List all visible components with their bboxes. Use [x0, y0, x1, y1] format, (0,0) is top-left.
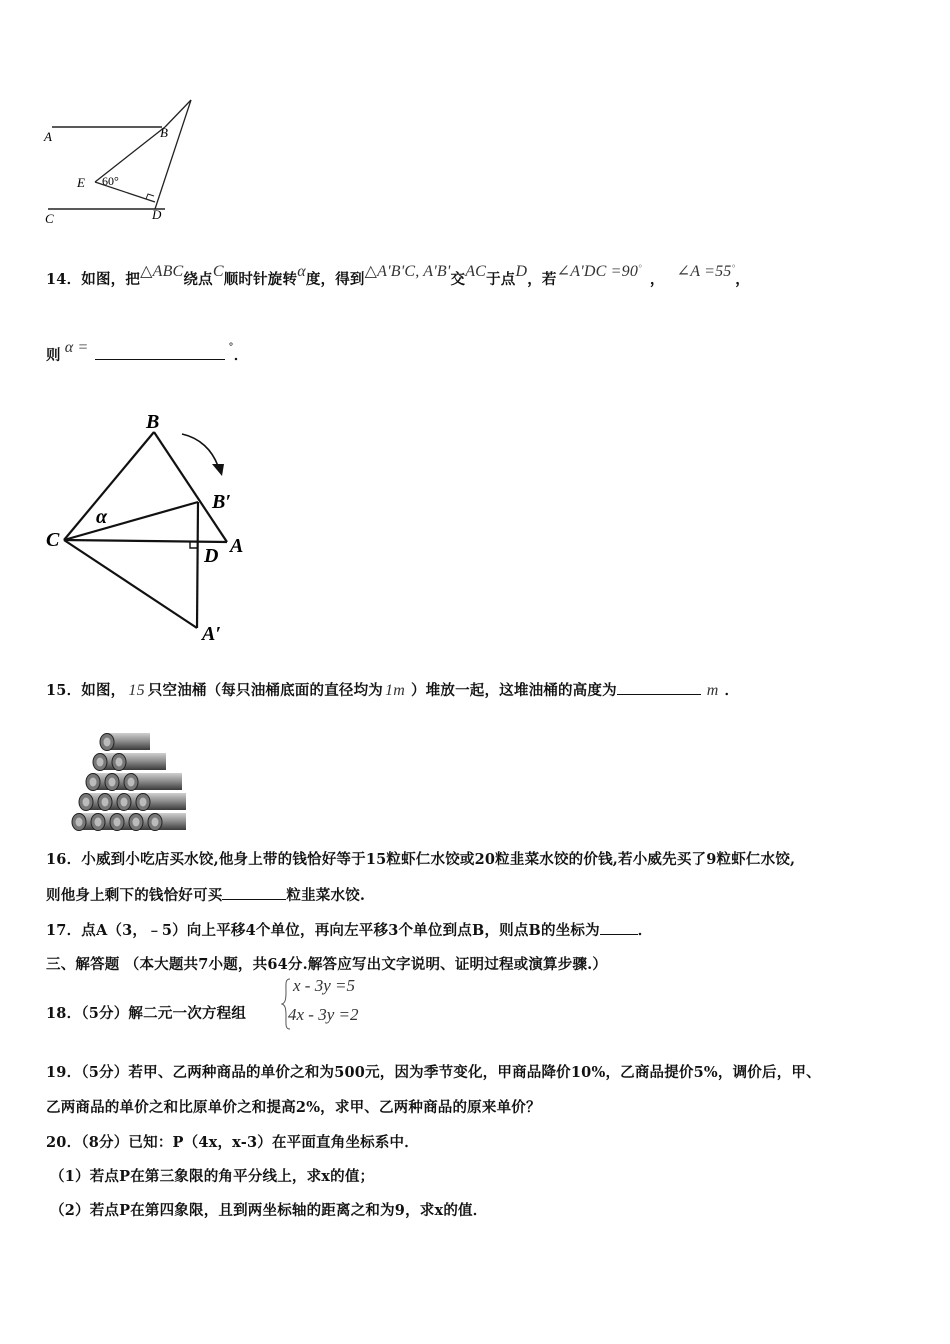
label-c: C [46, 529, 60, 551]
q15-line [46, 679, 739, 700]
q14-math-alpha: α [297, 263, 306, 280]
q14-end: ． [233, 347, 249, 364]
q18-line: 18．（5分）解二元一次方程组 [46, 1005, 247, 1022]
oil-drum-rim [128, 778, 135, 787]
q20-part2: （2）若点P在第四象限，且到两坐标轴的距离之和为9，求x的值． [50, 1202, 488, 1219]
label-angle: 60° [102, 174, 119, 188]
q18-equation-2: 4x - 3y =2 [288, 1005, 359, 1024]
q19-line1: 19．（5分）若甲、乙两种商品的单价之和为500元，因为季节变化，甲商品降价10%，乙商品提价5%，调价后，甲、 [46, 1064, 821, 1081]
oil-drum-rim [140, 798, 147, 807]
q14-number: 14． [46, 271, 82, 288]
oil-drum-rim [83, 798, 90, 807]
label-c: C [45, 211, 54, 226]
q14-text-7: ，若 [527, 271, 557, 288]
q14-math-image: △A'B'C, A'B' [364, 263, 451, 280]
seg-c-b [64, 432, 154, 540]
q20-head: 20．（8分）已知：P（4x，x-3）在平面直角坐标系中． [46, 1134, 419, 1151]
q15-math-15: 15 [128, 682, 145, 699]
q14-math-c: C [212, 263, 224, 280]
seg-b-a [154, 432, 227, 542]
label-a: A [230, 535, 244, 557]
q18-equation-1: x - 3y =5 [293, 976, 355, 995]
q14-text-2: 绕点 [183, 271, 213, 288]
label-alpha: α [96, 506, 108, 528]
q20-part1: （1）若点P在第三象限的角平分线上，求x的值； [50, 1168, 375, 1185]
figure-parallel-lines [40, 90, 210, 230]
q16-prefix: 则他身上剩下的钱恰好可买 [46, 887, 223, 904]
label-b: B [146, 411, 160, 433]
q14-math-alpha-eq: α = [64, 339, 89, 356]
q14-text-8: ， [649, 271, 665, 288]
q16-answer-blank[interactable] [222, 899, 286, 900]
q15-text-1: 15．如图， [46, 682, 126, 699]
q14-text-3: 顺时针旋转 [223, 271, 298, 288]
label-a-prime: A′ [202, 623, 221, 645]
q17-end: ． [637, 922, 653, 939]
oil-drum-rim [116, 758, 123, 767]
section-3-heading: 三、解答题 （本大题共7小题，共64分.解答应写出文字说明、证明过程或演算步骤.） [46, 956, 608, 973]
q14-line1 [46, 263, 750, 289]
seg-bp-ap [197, 502, 198, 628]
oil-drum-rim [133, 818, 140, 827]
q14-text-9: ， [735, 271, 750, 288]
q17-line [46, 919, 653, 940]
oil-drum-rim [121, 798, 128, 807]
q14-math-triangle: △ABC [140, 263, 184, 280]
q14-answer-blank[interactable] [95, 359, 225, 360]
q19-line2: 乙两商品的单价之和比原单价之和提高2%，求甲、乙两种商品的原来单价？ [46, 1099, 541, 1116]
q14-text-6: 于点 [486, 271, 516, 288]
seg-c-bp [64, 502, 198, 540]
q14-math-angle-a: ∠A =55° [676, 263, 736, 280]
q16-line2 [46, 884, 365, 905]
q14-text-5: 交 [450, 271, 466, 288]
seg-c-a [64, 540, 227, 542]
oil-drum-rim [104, 738, 111, 747]
oil-drum-rim [109, 778, 116, 787]
label-d: D [204, 545, 219, 567]
oil-drum-rim [90, 778, 97, 787]
figure-oil-drums [66, 713, 186, 833]
figure-rotation [40, 400, 270, 650]
oil-drum-rim [95, 818, 102, 827]
q14-text-4: 度，得到 [305, 271, 365, 288]
q14-line2 [46, 339, 249, 365]
oil-drum-rim [97, 758, 104, 767]
label-b-prime: B′ [212, 491, 231, 513]
q14-text-1: 如图，把 [81, 271, 141, 288]
label-a: A [44, 129, 52, 144]
q15-math-1m: 1m [385, 682, 405, 699]
q14-then: 则 [46, 347, 61, 364]
q16-suffix: 粒韭菜水饺. [286, 887, 366, 904]
label-d: D [152, 207, 162, 222]
drum-stack [72, 733, 186, 831]
rotation-arrow [182, 434, 218, 466]
q14-math-angle-adc: ∠A'DC =90° [556, 263, 642, 280]
q15-text-3: ）堆放一起，这堆油桶的高度为 [410, 682, 617, 699]
oil-drum-rim [152, 818, 159, 827]
q17-text: 17．点A（3，﹣5）向上平移4个单位，再向左平移3个单位到点B，则点B的坐标为 [46, 922, 600, 939]
q17-answer-blank[interactable] [600, 934, 638, 935]
q14-degree: ° [228, 342, 234, 353]
q16-line1: 16．小威到小吃店买水饺,他身上带的钱恰好等于15粒虾仁水饺或20粒韭菜水饺的价钱,若小威先买了9粒虾仁水饺, [46, 851, 796, 868]
oil-drum-rim [76, 818, 83, 827]
q14-math-d: D [515, 263, 528, 280]
q15-text-2: 只空油桶（每只油桶底面的直径均为 [147, 682, 383, 699]
q15-answer-blank[interactable] [617, 694, 701, 695]
oil-drum-rim [114, 818, 121, 827]
segment-top-d [155, 100, 191, 209]
oil-drum-rim [102, 798, 109, 807]
label-e: E [77, 175, 85, 190]
q15-end: ． [724, 682, 740, 699]
seg-c-ap [64, 540, 197, 628]
q14-math-ac: AC [465, 263, 487, 280]
label-b: B [160, 125, 168, 140]
right-angle-mark [146, 194, 154, 199]
q15-unit: m [706, 682, 719, 699]
rotation-arrowhead [212, 464, 224, 476]
